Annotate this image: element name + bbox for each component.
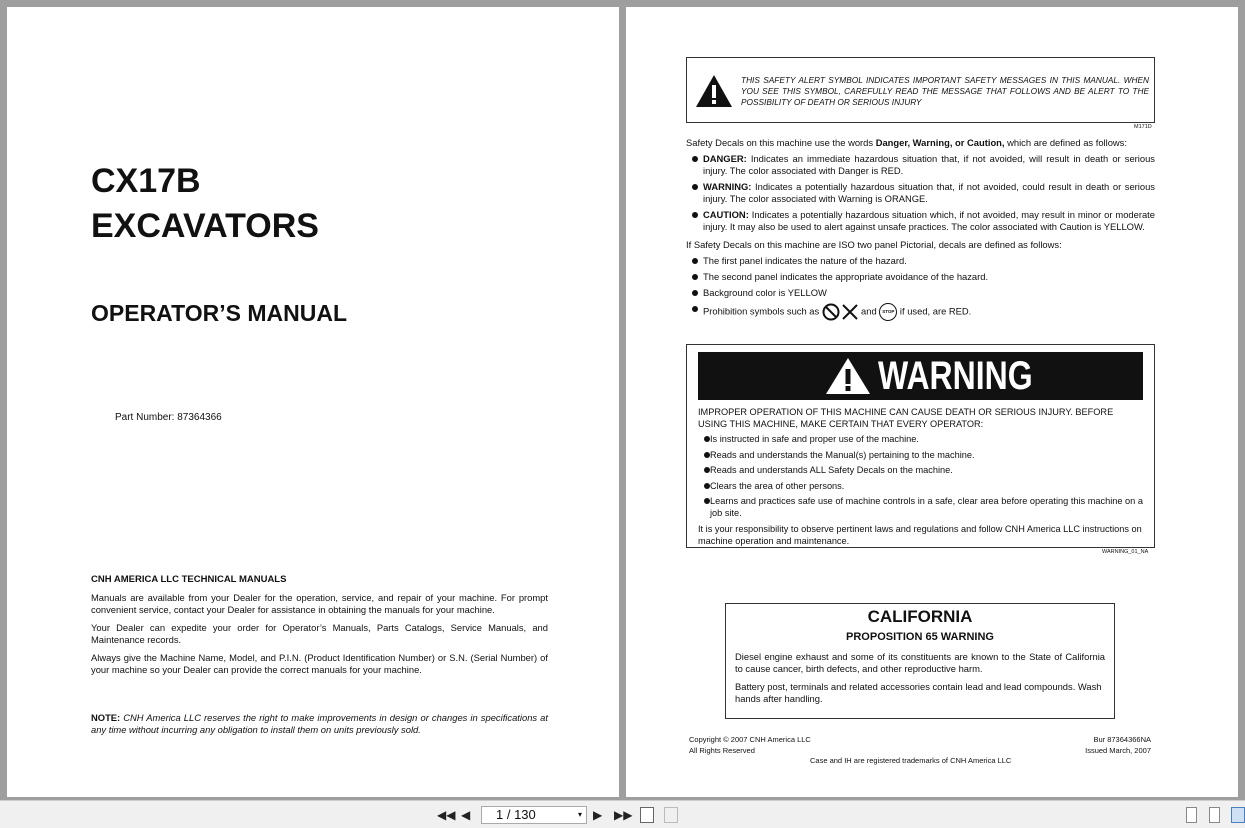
california-subtitle: PROPOSITION 65 WARNING [846, 631, 994, 643]
text: Safety Decals on this machine use the words [686, 137, 876, 148]
safety-alert-box [686, 57, 1155, 123]
fit-page-icon[interactable] [640, 807, 654, 823]
single-page-view-icon[interactable] [1186, 807, 1197, 823]
warning-intro: IMPROPER OPERATION OF THIS MACHINE CAN CAUSE DEATH OR SERIOUS INJURY. BEFORE USING THIS MACHINE, MAKE CERTAIN THAT EVERY OPERATOR: [698, 407, 1114, 429]
iso-item-prohibition [686, 303, 1155, 321]
publication-info [1085, 734, 1151, 756]
signal-words-section [686, 137, 1155, 325]
chevron-down-icon[interactable]: ▾ [577, 810, 582, 819]
warning-body [698, 406, 1143, 547]
signal-item-danger [686, 153, 1155, 177]
text: and [861, 305, 877, 317]
tech-heading: CNH AMERICA LLC TECHNICAL MANUALS [91, 574, 287, 585]
label: WARNING: [703, 181, 752, 192]
continuous-view-icon[interactable] [1209, 807, 1220, 823]
fit-width-icon[interactable] [664, 807, 678, 823]
signal-item-caution [686, 209, 1155, 233]
stop-sign-icon: STOP [879, 303, 897, 321]
note [91, 712, 548, 736]
signal-item-warning [686, 181, 1155, 205]
title-product: EXCAVATORS [91, 207, 319, 245]
page-selector[interactable] [481, 806, 587, 824]
prohibition-circle-icon [822, 303, 840, 321]
warning-item: Is instructed in safe and proper use of the machine. [698, 433, 1143, 445]
text: Indicates a potentially hazardous situation which, if not avoided, may result in minor or moderate injury. It may also be used to alert against unsafe practices. The color associated with Caution is YELLOW. [703, 209, 1155, 232]
iso-item: Background color is YELLOW [686, 287, 1155, 299]
text: Issued March, 2007 [1085, 746, 1151, 755]
tech-paragraphs [91, 592, 548, 676]
warning-footer: It is your responsibility to observe pertinent laws and regulations and follow CNH America LLC instructions on machine operation and maintenance. [698, 523, 1142, 546]
page-display: 1 / 130 [496, 807, 536, 822]
left-page [7, 7, 619, 797]
first-page-icon[interactable]: ◀◀ [437, 808, 456, 822]
warning-item: Reads and understands ALL Safety Decals on the machine. [698, 464, 1143, 476]
safety-alert-icon [695, 74, 733, 108]
text: Copyright © 2007 CNH America LLC [689, 735, 811, 744]
copyright [689, 734, 811, 756]
warning-item: Reads and understands the Manual(s) pertaining to the machine. [698, 449, 1143, 461]
text: Bur 87364366NA [1093, 735, 1151, 744]
alert-code: M171D [1134, 124, 1152, 130]
iso-item: The first panel indicates the nature of the hazard. [686, 255, 1155, 267]
california-title: CALIFORNIA [867, 607, 973, 626]
note-label: NOTE: [91, 712, 121, 723]
warning-item: Clears the area of other persons. [698, 480, 1143, 492]
label: CAUTION: [703, 209, 749, 220]
warning-banner-text: WARNING [877, 353, 1033, 398]
prohibition-x-icon [842, 304, 858, 320]
previous-page-icon[interactable]: ◀ [461, 808, 471, 822]
warning-code: WARNING_01_NA [1102, 549, 1149, 555]
right-page [626, 7, 1238, 797]
next-page-icon[interactable]: ▶ [593, 808, 603, 822]
warning-box [686, 344, 1155, 548]
paragraph: Your Dealer can expedite your order for Operator’s Manuals, Parts Catalogs, Service Manuals, and Maintenance records. [91, 622, 548, 645]
text: which are defined as follows: [1004, 137, 1127, 148]
warning-banner [698, 352, 1143, 400]
text: Danger, Warning, or Caution, [875, 137, 1005, 148]
warning-triangle-icon [824, 356, 872, 396]
paragraph: Always give the Machine Name, Model, and P.I.N. (Product Identification Number) or S.N. (Serial Number) of your machine so your Dealer can provide the correct manuals for your machine. [91, 652, 548, 675]
california-paragraph: Battery post, terminals and related accessories contain lead and lead compounds. Wash hands after handling. [735, 681, 1102, 704]
paragraph: Manuals are available from your Dealer for the operation, service, and repair of your machine. For prompt convenient service, contact your Dealer for assistance in obtaining the manuals for your machine. [91, 592, 548, 615]
decals-intro [686, 137, 1155, 149]
trademark-notice: Case and IH are registered trademarks of CNH America LLC [810, 756, 1012, 765]
viewer-toolbar [0, 800, 1245, 828]
part-number: Part Number: 87364366 [115, 412, 222, 423]
california-paragraph: Diesel engine exhaust and some of its constituents are known to the State of California to cause cancer, birth defects, and other reproductive harm. [735, 651, 1105, 674]
two-page-view-icon[interactable] [1231, 807, 1245, 823]
last-page-icon[interactable]: ▶▶ [614, 808, 633, 822]
subtitle: OPERATOR’S MANUAL [91, 300, 347, 326]
warning-item: Learns and practices safe use of machine controls in a safe, clear area before operating this machine on a job site. [698, 495, 1143, 519]
text: All Rights Reserved [689, 746, 755, 755]
title-model: CX17B [91, 162, 201, 200]
note-text: CNH America LLC reserves the right to make improvements in design or changes in specifications at any time without incurring any obligation to install them on units previously sold. [91, 712, 548, 735]
label: DANGER: [703, 153, 747, 164]
safety-alert-text: THIS SAFETY ALERT SYMBOL INDICATES IMPORTANT SAFETY MESSAGES IN THIS MANUAL. WHEN YOU SEE THIS SYMBOL, CAREFULLY READ THE MESSAGE THAT FOLLOWS AND BE ALERT TO THE POSSIBILITY OF DEATH OR SERIOUS INJURY [741, 75, 1149, 107]
text: Prohibition symbols such as [703, 305, 820, 317]
iso-item: The second panel indicates the appropriate avoidance of the hazard. [686, 271, 1155, 283]
iso-intro: If Safety Decals on this machine are ISO two panel Pictorial, decals are defined as follows: [686, 239, 1062, 250]
text: Indicates an immediate hazardous situation that, if not avoided, will result in death or serious injury. The color associated with Danger is RED. [703, 153, 1155, 176]
text: Indicates a potentially hazardous situation that, if not avoided, could result in death or serious injury. The color associated with Warning is ORANGE. [703, 181, 1155, 204]
text: if used, are RED. [899, 305, 972, 317]
california-box [725, 603, 1115, 719]
